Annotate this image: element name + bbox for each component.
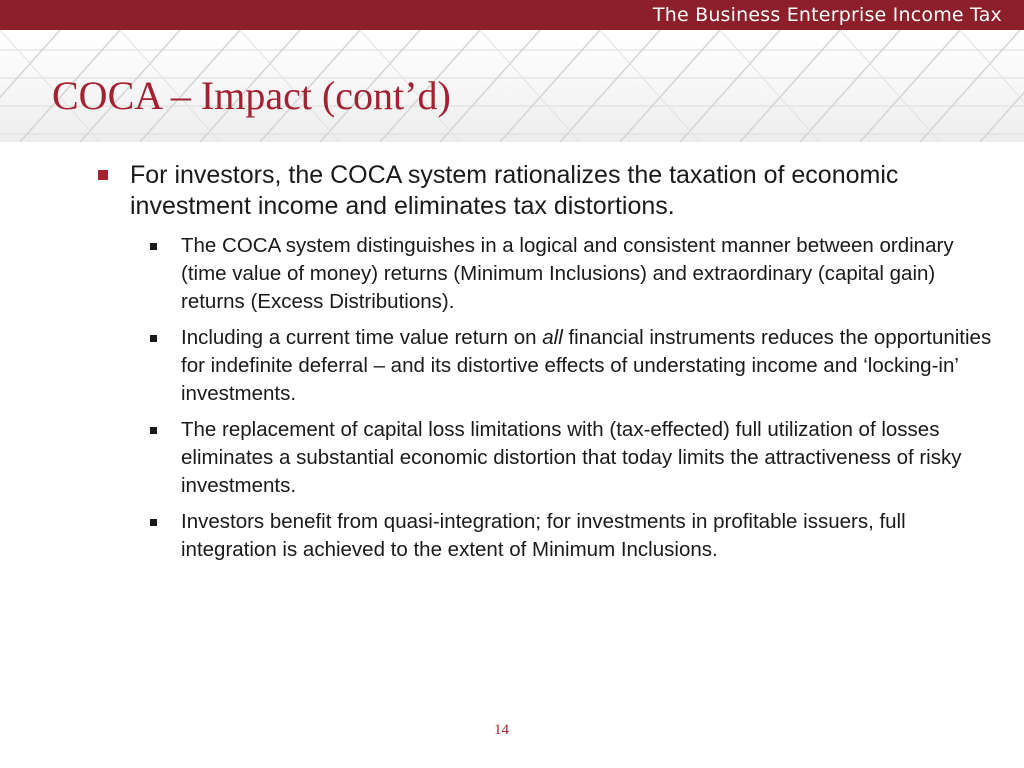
page-number: 14 [494, 722, 509, 738]
header-bar [0, 0, 1024, 30]
sub-bullet-text-before: Including a current time value return on [181, 326, 543, 349]
sub-bullet-text [181, 326, 991, 405]
sub-bullet [148, 324, 996, 408]
sub-bullet-emphasis: all [542, 326, 563, 349]
sub-bullet-text-after: financial instruments reduces the opportunities for indefinite deferral – and its distortive effects of understating income and ‘locking-in’ investments. [181, 326, 992, 405]
sub-bullet [148, 508, 996, 564]
main-bullet [96, 160, 996, 222]
square-bullet-icon [150, 243, 157, 250]
slide-title: COCA – Impact (cont’d) [52, 73, 451, 118]
slide-content [96, 160, 996, 572]
square-bullet-icon [150, 519, 157, 526]
sub-bullet-list [96, 232, 996, 564]
header-title: The Business Enterprise Income Tax [652, 4, 1002, 26]
square-bullet-icon [150, 427, 157, 434]
square-bullet-icon [150, 335, 157, 342]
sub-bullet [148, 416, 996, 500]
sub-bullet-text: The COCA system distinguishes in a logical and consistent manner between ordinary (time value of money) returns (Minimum Inclusions) and extraordinary (capital gain) returns (Excess Distributions). [181, 234, 954, 313]
square-bullet-icon [98, 170, 108, 180]
sub-bullet-text: The replacement of capital loss limitations with (tax-effected) full utilization of losses eliminates a substantial economic distortion that today limits the attractiveness of risky investments. [181, 418, 962, 497]
sub-bullet-text: Investors benefit from quasi-integration; for investments in profitable issuers, full integration is achieved to the extent of Minimum Inclusions. [181, 510, 906, 561]
main-bullet-text: For investors, the COCA system rationalizes the taxation of economic investment income and eliminates tax distortions. [130, 161, 899, 220]
sub-bullet [148, 232, 996, 316]
